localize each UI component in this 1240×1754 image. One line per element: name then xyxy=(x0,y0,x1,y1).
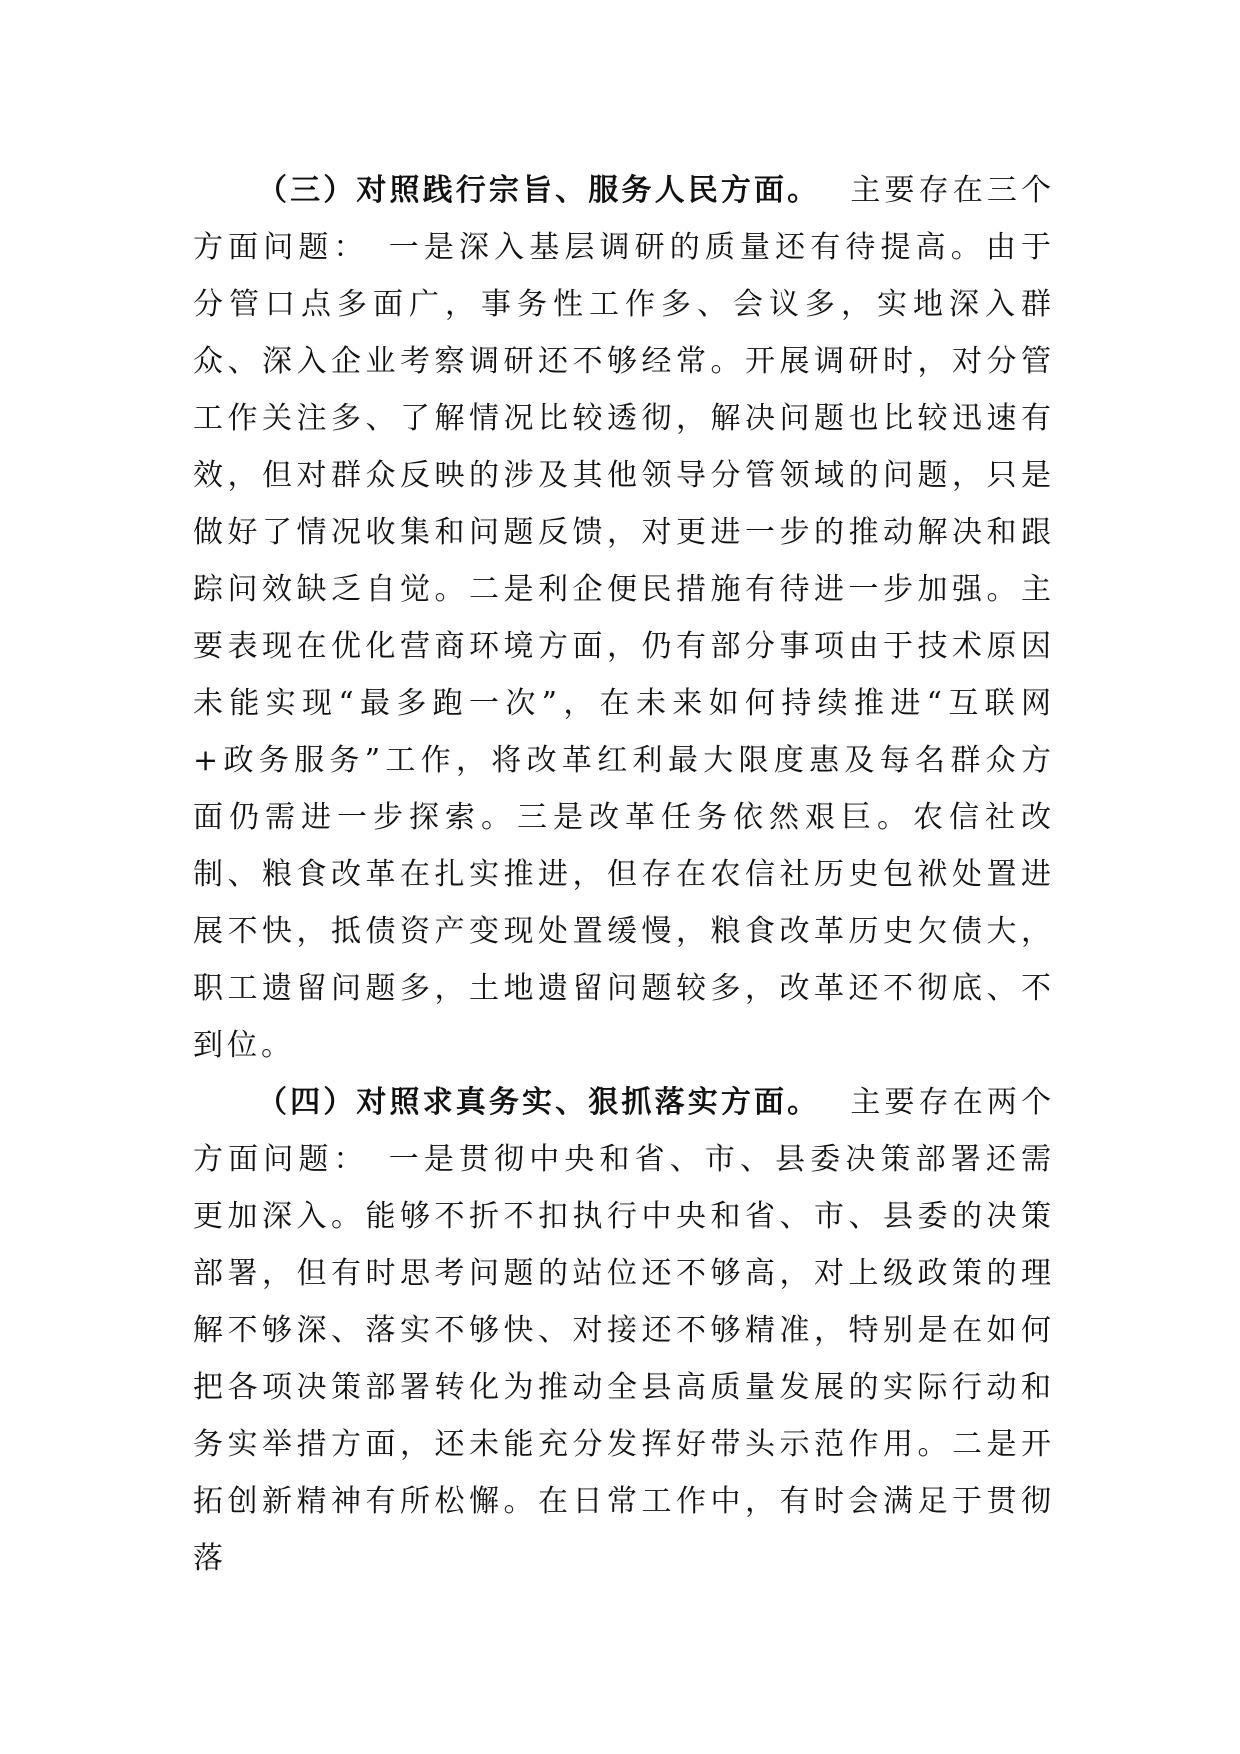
document-body xyxy=(193,162,1055,1587)
section-three-heading: （三）对照践行宗旨、服务人民方面。 xyxy=(257,173,821,208)
section-four-heading: （四）对照求真务实、狠抓落实方面。 xyxy=(257,1085,821,1120)
section-three-body: 主要存在三个方面问题： 一是深入基层调研的质量还有待提高。由于分管口点多面广，事务性工作多、会议多，实地深入群众、深入企业考察调研还不够经常。开展调研时，对分管工作关注多、了解情况比较透彻，解决问题也比较迅速有效，但对群众反映的涉及其他领导分管领域的问题，只是做好了情况收集和问题反馈，对更进一步的推动解决和跟踪问效缺乏自觉。二是利企便民措施有待进一步加强。主要表现在优化营商环境方面，仍有部分事项由于技术原因未能实现“最多跑一次”，在未来如何持续推进“互联网+政务服务”工作，将改革红利最大限度惠及每名群众方面仍需进一步探索。三是改革任务依然艰巨。农信社改制、粮食改革在扎实推进，但存在农信社历史包袱处置进展不快，抵债资产变现处置缓慢，粮食改革历史欠债大，职工遗留问题多，土地遗留问题较多，改革还不彻底、不到位。 xyxy=(193,173,1056,1063)
section-three-paragraph xyxy=(193,162,1055,1074)
section-four-paragraph xyxy=(193,1074,1055,1587)
section-four-body: 主要存在两个方面问题： 一是贯彻中央和省、市、县委决策部署还需更加深入。能够不折不扣执行中央和省、市、县委的决策部署，但有时思考问题的站位还不够高，对上级政策的理解不够深、落实不够快、对接还不够精准，特别是在如何把各项决策部署转化为推动全县高质量发展的实际行动和务实举措方面，还未能充分发挥好带头示范作用。二是开拓创新精神有所松懈。在日常工作中，有时会满足于贯彻落 xyxy=(193,1085,1056,1576)
